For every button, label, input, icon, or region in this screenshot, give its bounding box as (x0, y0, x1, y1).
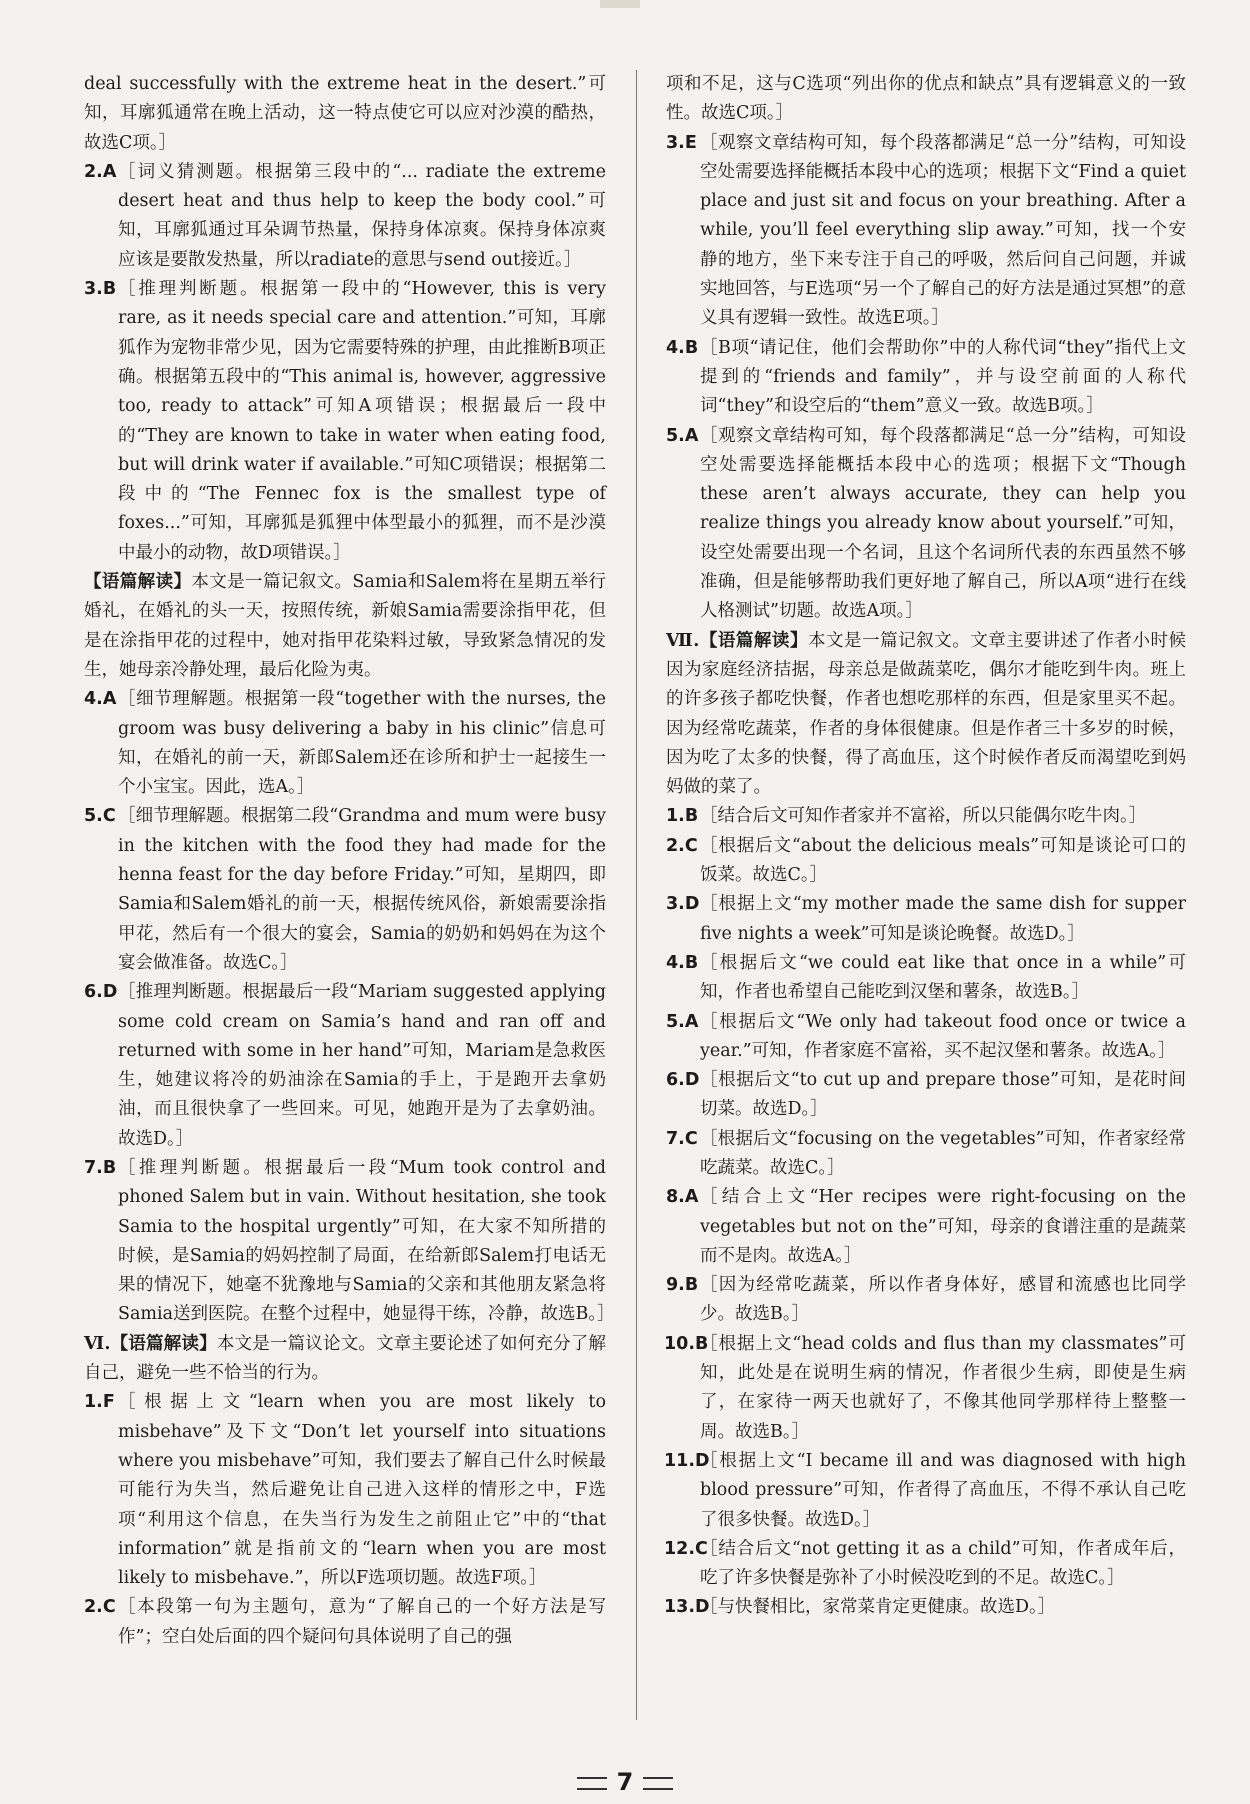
answer-explanation: ［推理判断题。根据最后一段“Mariam suggested applying some cold cream on Samia’s hand and ran off and returned with some in her hand”可知，Mariam是急救医生，她建议将冷的奶油涂在Samia的手上，于是跑开去拿奶油，而且很快拿了一些回来。可见，她跑开是为了去拿奶油。故选D。］ (118, 982, 606, 1149)
answer-number: 1.F (84, 1392, 115, 1413)
answer-item (666, 422, 1186, 627)
column-divider (636, 70, 637, 1720)
answer-number: 1.B (666, 806, 699, 827)
answer-explanation: ［观察文章结构可知，每个段落都满足“总一分”结构，可知设空处需要选择能概括本段中心的选项；根据下文“Though these aren’t always accurate, they can help you realize things you already know about yourself.”可知，设空处需要出现一个名词，且这个名词所代表的东西虽然不够准确，但是能够帮助我们更好地了解自己，所以A项“进行在线人格测试”切题。故选A项。］ (700, 425, 1186, 622)
answer-item (84, 275, 606, 568)
footer-rule-right (643, 1777, 673, 1790)
summary-text: 本文是一篇记叙文。文章主要讲述了作者小时候因为家庭经济拮据，母亲总是做蔬菜吃，偶尔才能吃到牛肉。班上的许多孩子都吃快餐，作者也想吃那样的东西，但是家里买不起。因为经常吃蔬菜，作者的身体很健康。但是作者三十多岁的时候，因为吃了太多的快餐，得了高血压，这个时候作者反而渴望吃到妈妈做的菜了。 (666, 630, 1186, 798)
continued-paragraph: deal successfully with the extreme heat in the desert.”可知，耳廓狐通常在晚上活动，这一特点使它可以应对沙漠的酷热，故选C项。］ (84, 74, 606, 153)
answer-number: 11.D (664, 1450, 710, 1471)
answer-explanation: ［观察文章结构可知，每个段落都满足“总一分”结构，可知设空处需要选择能概括本段中心的选项；根据下文“Find a quiet place and just sit and focus on your breathing. After a while, you’ll feel everything slip away.”可知，找一个安静的地方，坐下来专注于自己的呼吸，然后问自己问题，并诚实地回答，与E选项“另一个了解自己的好方法是通过冥想”的意义具有逻辑一致性。故选E项。］ (700, 132, 1186, 329)
answer-number: 5.A (666, 1011, 699, 1032)
answer-explanation: ［根据后文“focusing on the vegetables”可知，作者家经常吃蔬菜。故选C。］ (700, 1128, 1186, 1178)
answer-item (666, 802, 1186, 831)
answer-number: 4.B (666, 337, 699, 358)
answer-explanation: ［B项“请记住，他们会帮助你”中的人称代词“they”指代上文提到的“friends and family”，并与设空前面的人称代词“they”和设空后的“them”意义一致。故选B项。］ (700, 337, 1186, 417)
answer-explanation: ［根据上文“learn when you are most likely to misbehave”及下文“Don’t let yourself into situations where you misbehave”可知，我们要去了解自己什么时候最可能行为失当，然后避免让自己进入这样的情形之中，F选项“利用这个信息，在失当行为发生之前阻止它”中的“that information”就是指前文的“learn when you are most likely to misbehave.”，所以F选项切题。故选F项。］ (118, 1392, 606, 1589)
answer-number: 6.D (84, 982, 118, 1003)
section-heading: 【语篇解读】 (84, 572, 192, 593)
answer-item (84, 802, 606, 978)
answer-item (666, 890, 1186, 949)
answer-item (666, 949, 1186, 1008)
left-column (84, 70, 615, 1652)
answer-explanation: ［细节理解题。根据第二段“Grandma and mum were busy in the kitchen with the food they had made for the henna feast for the day before Friday.”可知，星期四，即Samia和Salem婚礼的前一天，根据传统风俗，新娘需要涂指甲花，然后有一个很大的宴会，Samia的奶奶和妈妈在为这个宴会做准备。故选C。］ (118, 806, 606, 973)
summary-text: 本文是一篇议论文。文章主要论述了如何充分了解自己，避免一些不恰当的行为。 (84, 1333, 606, 1384)
answer-explanation: ［根据上文“my mother made the same dish for supper five nights a week”可知是谈论晚餐。故选D。］ (700, 894, 1186, 944)
answer-item (666, 1125, 1186, 1184)
answer-number: 6.D (666, 1070, 700, 1091)
answer-explanation: ［推理判断题。根据最后一段“Mum took control and phoned Salem but in vain. Without hesitation, she took Samia to the hospital urgently”可知，在大家不知所措的时候，是Samia的妈妈控制了局面，在给新郎Salem打电话无果的情况下，她毫不犹豫地与Samia的父亲和其他朋友紧急将Samia送到医院。在整个过程中，她显得干练，冷静，故选B。］ (118, 1157, 615, 1325)
section-heading: Ⅶ.【语篇解读】 (666, 630, 808, 651)
answer-item (84, 978, 606, 1154)
answer-item (666, 1066, 1186, 1125)
answer-number: 9.B (666, 1275, 699, 1296)
answer-explanation: ［与快餐相比，家常菜肯定更健康。故选D。］ (700, 1597, 1056, 1618)
answer-explanation: ［词义猜测题。根据第三段中的“... radiate the extreme desert heat and thus help to keep the body cool.”可知，耳廓狐通过耳朵调节热量，保持身体凉爽。保持身体凉爽应该是要散发热量，所以radiate的意思与send out接近。］ (118, 161, 606, 270)
answer-number: 7.B (84, 1157, 117, 1178)
footer-rule-left (577, 1777, 607, 1790)
answer-item (84, 685, 606, 802)
answer-explanation: ［根据后文“about the delicious meals”可知是谈论可口的饭菜。故选C。］ (700, 835, 1186, 886)
right-column (666, 70, 1186, 1623)
answer-number: 2.A (84, 161, 117, 182)
answer-explanation: ［结合后文“not getting it as a child”可知，作者成年后，吃了许多快餐是弥补了小时候没吃到的不足。故选C。］ (700, 1538, 1186, 1589)
answer-explanation: ［根据上文“I became ill and was diagnosed with high blood pressure”可知，作者得了高血压，不得不承认自己吃了很多快餐。故选D。］ (700, 1450, 1186, 1530)
answer-item (666, 129, 1186, 334)
answer-item (666, 1330, 1186, 1447)
answer-explanation: ［本段第一句为主题句，意为“了解自己的一个好方法是写作”；空白处后面的四个疑问句具体说明了自己的强 (118, 1597, 606, 1647)
answer-number: 7.C (666, 1128, 698, 1149)
answer-number: 5.C (84, 806, 116, 827)
answer-item (84, 1388, 606, 1593)
answer-number: 10.B (664, 1333, 709, 1354)
answer-number: 5.A (666, 425, 699, 446)
answer-item (84, 1154, 615, 1330)
answer-item (666, 1447, 1186, 1535)
answer-item (666, 334, 1186, 422)
answer-explanation: ［根据后文“We only had takeout food once or twice a year.”可知，作者家庭不富裕，买不起汉堡和薯条。故选A。］ (700, 1011, 1186, 1061)
scan-mark (600, 0, 640, 8)
answer-number: 3.B (84, 279, 117, 300)
answer-number: 4.B (666, 952, 699, 973)
section-heading: Ⅵ.【语篇解读】 (84, 1333, 217, 1354)
answer-number: 4.A (84, 689, 117, 710)
answer-number: 8.A (666, 1187, 699, 1208)
summary-text: 本文是一篇记叙文。Samia和Salem将在星期五举行婚礼，在婚礼的头一天，按照传统，新娘Samia需要涂指甲花，但是在涂指甲花的过程中，她对指甲花染料过敏，导致紧急情况的发生，她母亲冷静处理，最后化险为夷。 (84, 572, 607, 680)
answer-explanation: ［根据后文“we could eat like that once in a while”可知，作者也希望自己能吃到汉堡和薯条，故选B。］ (700, 952, 1186, 1003)
answer-explanation: ［根据后文“to cut up and prepare those”可知，是花时间切菜。故选D。］ (700, 1070, 1186, 1120)
continued-paragraph: 项和不足，这与C选项“列出你的优点和缺点”具有逻辑意义的一致性。故选C项。］ (666, 74, 1186, 124)
answer-item (84, 158, 606, 275)
answer-number: 13.D (664, 1597, 710, 1618)
answer-number: 3.E (666, 132, 697, 153)
answer-explanation: ［结合后文可知作者家并不富裕，所以只能偶尔吃牛肉。］ (700, 806, 1147, 827)
answer-explanation: ［因为经常吃蔬菜，所以作者身体好，感冒和流感也比同学少。故选B。］ (700, 1275, 1186, 1325)
passage-summary (84, 568, 606, 685)
passage-summary (666, 627, 1186, 803)
answer-number: 12.C (664, 1538, 708, 1559)
answer-item (84, 1593, 606, 1652)
passage-summary (84, 1330, 606, 1389)
answer-item (666, 832, 1186, 891)
page-number: 7 (616, 1768, 634, 1796)
answer-item (666, 1593, 1186, 1622)
answer-number: 2.C (666, 835, 698, 856)
answer-number: 3.D (666, 894, 700, 915)
answer-explanation: ［推理判断题。根据第一段中的“However, this is very rare, as it needs special care and attention.”可知，耳廓狐作为宠物非常少见，因为它需要特殊的护理，由此推断B项正确。根据第五段中的“This animal is, however, aggressive too, ready to attack”可知A项错误；根据最后一段中的“They are known to take in water when eating food, but will drink water if available.”可知C项错误；根据第二段中的“The Fennec fox is the smallest type of foxes...”可知，耳廓狐是狐狸中体型最小的狐狸，而不是沙漠中最小的动物，故D项错误。］ (118, 279, 606, 563)
answer-explanation: ［根据上文“head colds and flus than my classmates”可知，此处是在说明生病的情况，作者很少生病，即使是生病了，在家待一两天也就好了，不像其他同学那样待上整整一周。故选B。］ (700, 1333, 1186, 1442)
answer-explanation: ［结合上文“Her recipes were right-focusing on the vegetables but not on the”可知，母亲的食谱注重的是蔬菜而不是肉。故选A。］ (700, 1187, 1186, 1266)
page-footer (0, 1768, 1250, 1796)
answer-item (666, 1008, 1186, 1067)
answer-number: 2.C (84, 1597, 116, 1618)
answer-explanation: ［细节理解题。根据第一段“together with the nurses, the groom was busy delivering a baby in his clinic”信息可知，在婚礼的前一天，新郎Salem还在诊所和护士一起接生一个小宝宝。因此，选A。］ (118, 689, 606, 798)
answer-item (666, 1271, 1186, 1330)
answer-item (666, 1183, 1186, 1271)
answer-item (666, 1535, 1186, 1594)
